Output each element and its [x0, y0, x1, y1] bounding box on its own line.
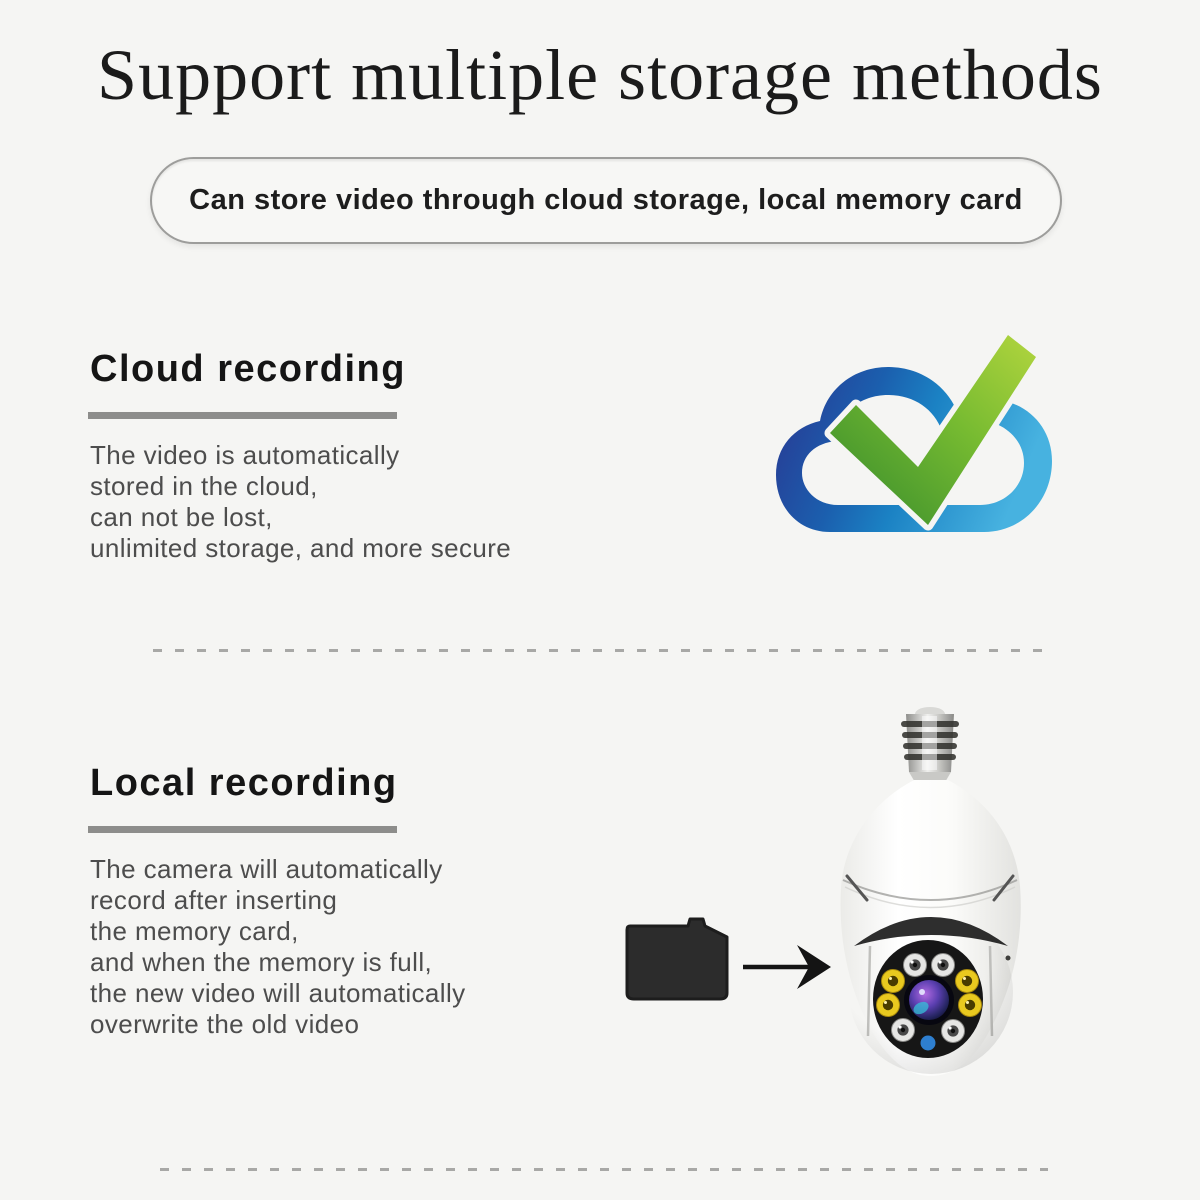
page-title: Support multiple storage methods: [97, 35, 1103, 115]
micro-sd-card-icon: [620, 914, 732, 1006]
mic-hole: [1006, 956, 1011, 961]
cloud-heading-underline: [88, 412, 397, 419]
cloud-recording-heading: Cloud recording: [90, 348, 406, 390]
subtitle-banner-text: Can store video through cloud storage, local memory card: [189, 184, 1023, 216]
light-sensor-led: [921, 1036, 936, 1051]
bottom-divider: [160, 1168, 1048, 1171]
local-desc-line: overwrite the old video: [90, 1009, 360, 1039]
local-recording-description: [90, 854, 466, 1040]
local-heading-underline: [88, 826, 397, 833]
cloud-desc-line: The video is automatically: [90, 440, 400, 470]
screw-base: [901, 707, 959, 784]
cloud-check-svg: [768, 334, 1068, 548]
camera-lens: [904, 975, 954, 1025]
cloud-desc-line: stored in the cloud,: [90, 471, 318, 501]
micro-sd-card-svg: [620, 914, 732, 1006]
local-desc-line: The camera will automatically: [90, 854, 443, 884]
bulb-camera-svg: [810, 690, 1070, 1090]
local-desc-line: and when the memory is full,: [90, 947, 433, 977]
local-desc-line: record after inserting: [90, 885, 338, 915]
local-recording-heading: Local recording: [90, 762, 398, 804]
section-divider: [153, 649, 1048, 652]
subtitle-banner: [150, 157, 1062, 244]
local-desc-line: the new video will automatically: [90, 978, 466, 1008]
cloud-desc-line: can not be lost,: [90, 502, 273, 532]
cloud-recording-description: [90, 440, 511, 564]
cloud-desc-line: unlimited storage, and more secure: [90, 533, 512, 563]
cloud-check-icon: [768, 334, 1068, 548]
local-desc-line: the memory card,: [90, 916, 299, 946]
bulb-camera-image: [810, 690, 1070, 1090]
